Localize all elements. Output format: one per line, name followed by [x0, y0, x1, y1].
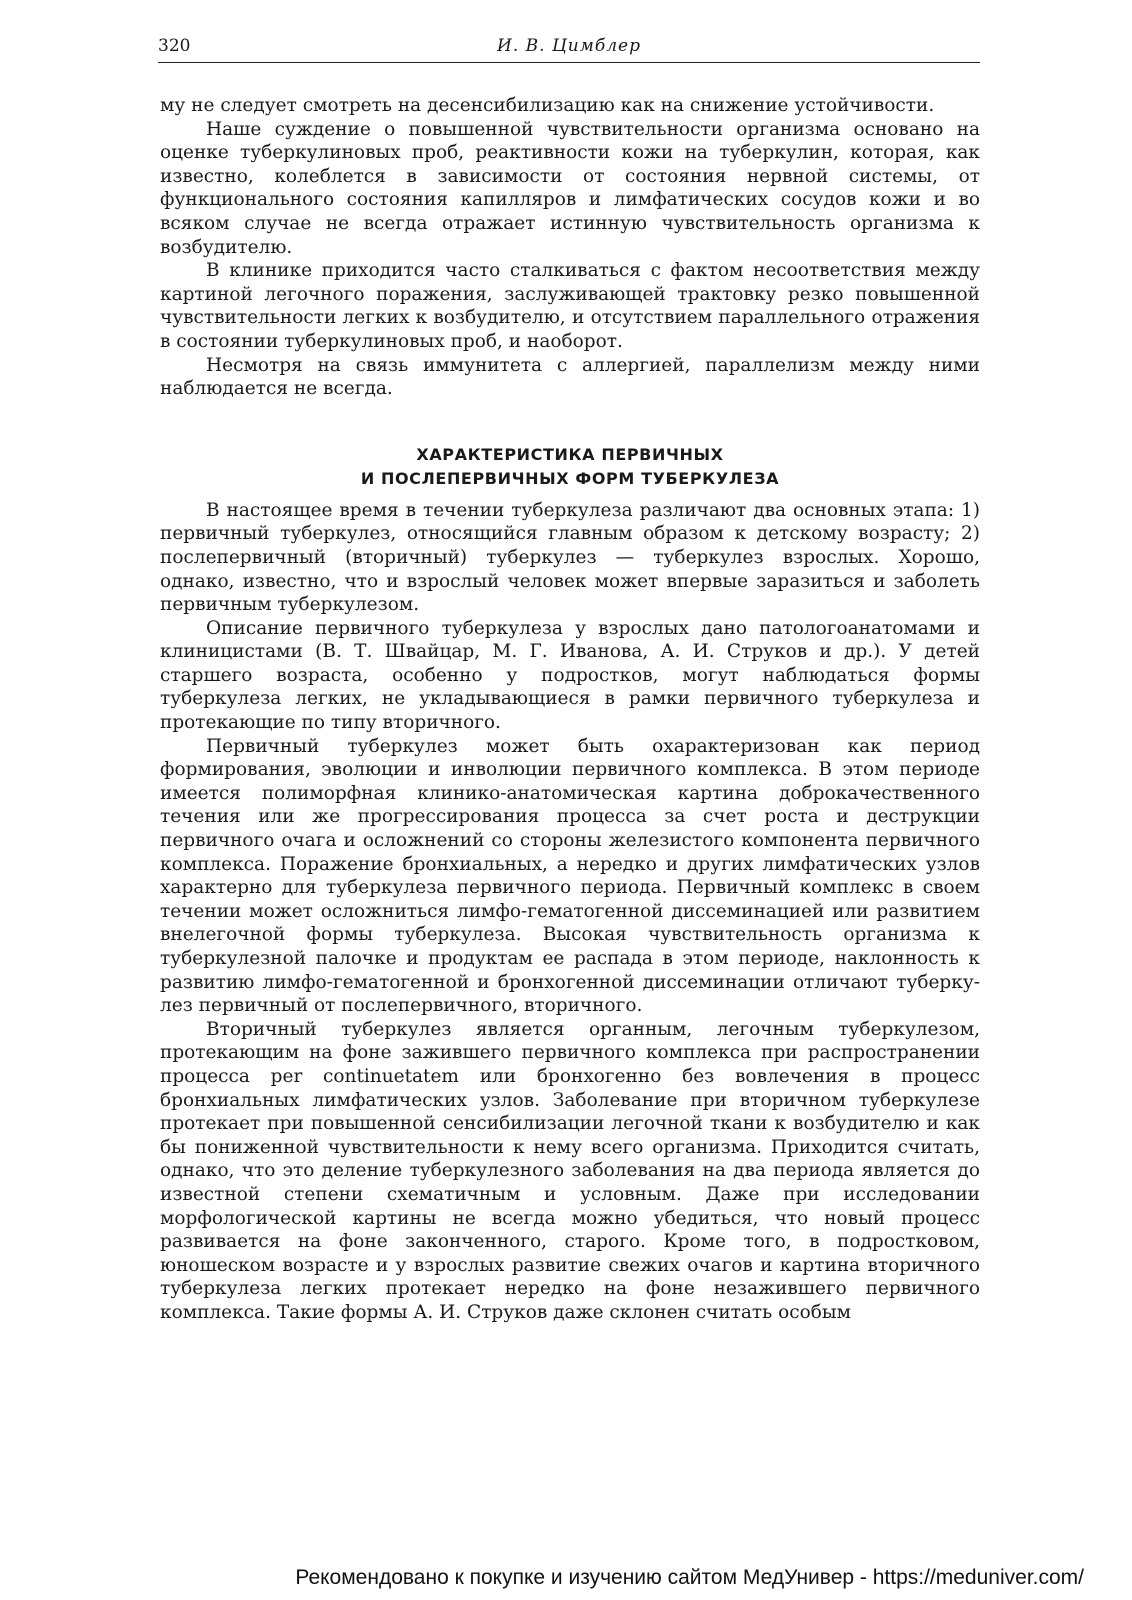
page-body	[160, 94, 980, 1325]
paragraph: Описание первичного туберкулеза у взрослых дано патологоанатомами и клиницистами (В. Т. Швайцар, М. Г. Иванова, А. И. Струков и др.). У детей старшего возраста, особенно у подростков, могут наблюдаться формы туберкулеза легких, не укладывающиеся в рамки первичного туберкулеза и протекающие по типу вторичного.	[160, 617, 980, 734]
section-heading	[160, 443, 980, 491]
section-heading-line: ХАРАКТЕРИСТИКА ПЕРВИЧНЫХ	[416, 444, 724, 464]
paragraph: Несмотря на связь иммунитета с аллергией, параллелизм между ними наблюдается не всегда.	[160, 354, 980, 400]
page-header	[158, 34, 980, 63]
paragraph: Первичный туберкулез может быть охарактеризован как период формирования, эволюции и инволюции первичного комплекса. В этом периоде имеется полиморфная клинико-анатомическая картина доброкачественного течения или же прогрессирования процесса за счет роста и деструкции первичного очага и осложнений со стороны железистого компонента первичного комплекса. Поражение бронхиальных, а нередко и других лимфатических узлов характерно для туберкулеза первичного периода. Первичный комплекс в своем течении может осложниться лимфо-гематогенной диссеминацией или развитием внелегочной формы туберкулеза. Высокая чувствительность организма к туберкулезной палочке и продуктам ее распада в этом периоде, наклонность к развитию лимфо-гематогенной и бронхогенной диссеминации отличают туберкулез первичный от послепервичного, вторичного.	[160, 735, 980, 1017]
paragraph: В настоящее время в течении туберкулеза различают два основных этапа: 1) первичный туберкулез, относящийся главным образом к детскому возрасту; 2) послепервичный (вторичный) туберкулез — туберкулез взрослых. Хорошо, однако, известно, что и взрослый человек может впервые заразиться и заболеть первичным туберкулезом.	[160, 499, 980, 616]
running-head: И. В. Цимблер	[497, 36, 641, 56]
paragraph: Вторичный туберкулез является органным, легочным туберкулезом, протекающим на фоне зажившего первичного комплекса при распространении процесса per continuetatem или бронхогенно без вовлечения в процесс бронхиальных лимфатических узлов. Заболевание при вторичном туберкулезе протекает при повышенной сенсибилизации легочной ткани к возбудителю и как бы пониженной чувствительности к нему всего организма. Приходится считать, однако, что это деление туберкулезного заболевания на два периода является до известной степени схематичным и условным. Даже при исследовании морфологической картины не всегда можно убедиться, что новый процесс развивается на фоне законченного, старого. Кроме того, в подростковом, юношеском возрасте и у взрослых развитие свежих очагов и картина вторичного туберкулеза легких протекает нередко на фоне незажившего первичного комплекса. Такие формы А. И. Струков даже склонен считать особым	[160, 1018, 980, 1323]
section-heading-line: И ПОСЛЕПЕРВИЧНЫХ ФОРМ ТУБЕРКУЛЕЗА	[360, 468, 780, 488]
paragraph: му не следует смотреть на десенсибилизацию как на снижение устойчивости.	[160, 95, 935, 116]
page-number: 320	[158, 36, 191, 56]
watermark-link[interactable]: Рекомендовано к покупке и изучению сайтом МедУнивер - https://meduniver.com/	[295, 1566, 1084, 1589]
paragraph: Наше суждение о повышенной чувствительности организма основано на оценке туберкулиновых проб, реактивности кожи на туберкулин, которая, как известно, колеблется в зависимости от состояния нервной системы, от функционального состояния капилляров и лимфатических сосудов кожи и во всяком случае не всегда отражает истинную чувствительность организма к возбудителю.	[160, 118, 980, 258]
paragraph: В клинике приходится часто сталкиваться с фактом несоответствия между картиной легочного поражения, заслуживающей трактовку резко повышенной чувствительности легких к возбудителю, и отсутствием параллельного отражения в состоянии туберкулиновых проб, и наоборот.	[160, 260, 980, 352]
